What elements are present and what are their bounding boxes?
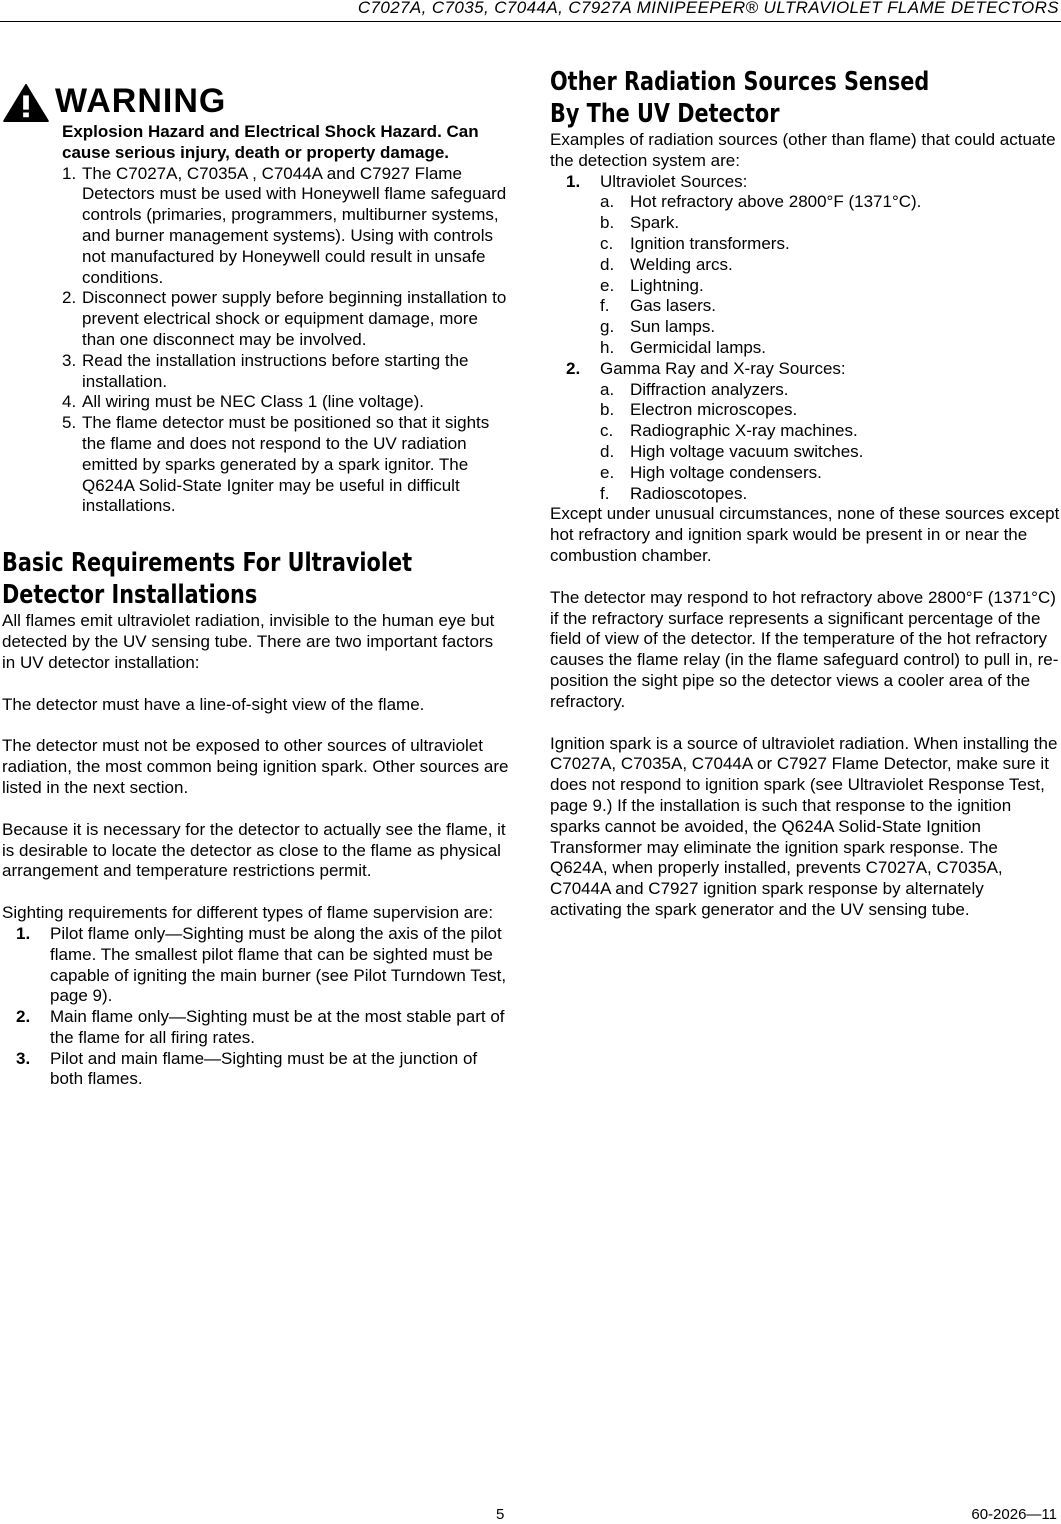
list-item: a. Diffraction analyzers.: [600, 379, 789, 399]
list-item: g. Sun lamps.: [600, 317, 716, 337]
warning-body: [62, 122, 510, 517]
list-item: d. Welding arcs.: [600, 254, 733, 274]
left-column: [2, 80, 510, 1090]
list-item: e. High voltage condensers.: [600, 462, 822, 482]
paragraph: All flames emit ultraviolet radiation, invisible to the human eye but detected by the UV sensing tube. There are two important factors in UV detector installation:: [2, 611, 495, 672]
list-group-heading: 1. Ultraviolet Sources:: [566, 171, 748, 191]
warning-item: 3. Read the installation instructions before starting the installation.: [62, 350, 469, 391]
section-title-basic-2: Detector Installations: [2, 580, 258, 611]
warning-item: 5. The flame detector must be positioned so that it sights the flame and does not respond to the UV radiation emitted by sparks generated by a spark ignitor. The Q624A Solid-State Igniter may be useful in difficult installations.: [62, 413, 490, 516]
warning-item: 4. All wiring must be NEC Class 1 (line voltage).: [62, 392, 425, 412]
list-item: c. Ignition transformers.: [600, 233, 790, 253]
section-title-other: Other Radiation Sources Sensed: [550, 67, 930, 97]
paragraph: The detector must have a line-of-sight view of the flame.: [2, 694, 425, 714]
page-number: 5: [496, 1506, 505, 1523]
paragraph: The detector may respond to hot refractory above 2800°F (1371°C) if the refractory surface represents a significant percentage of the field of view of the detector. If the temperature of the hot refractory causes the flame relay (in the flame safeguard control) to pull in, re-position the sight pipe so the detector views a cooler area of the refractory.: [550, 587, 1059, 711]
list-item: 1. Pilot flame only—Sighting must be along the axis of the pilot flame. The smallest pilot flame that can be sighted must be capable of igniting the main burner (see Pilot Turndown Test, page 9).: [16, 923, 507, 1006]
list-group-heading: 2. Gamma Ray and X-ray Sources:: [566, 358, 846, 378]
list-item: b. Electron microscopes.: [600, 400, 798, 420]
paragraph: The detector must not be exposed to other sources of ultraviolet radiation, the most common being ignition spark. Other sources are listed in the next section.: [2, 736, 509, 797]
page-header: [0, 0, 1061, 22]
list-item: b. Spark.: [600, 213, 680, 233]
list-item: 2. Main flame only—Sighting must be at the most stable part of the flame for all firing rates.: [16, 1007, 505, 1047]
warning-label: WARNING: [55, 82, 227, 120]
warning-header: [2, 80, 510, 122]
paragraph: Ignition spark is a source of ultraviolet radiation. When installing the C7027A, C7035A, C7044A or C7927 Flame Detector, make sure it does not respond to ignition spark (see Ultraviolet Response Test, page 9.) If the installation is such that response to the ignition sparks cannot be avoided, the Q624A Solid-State Ignition Transformer may eliminate the ignition spark response. The Q624A, when properly installed, prevents C7027A, C7035A, C7044A and C7927 ignition spark response by alternately activating the spark generator and the UV sensing tube.: [550, 733, 1058, 919]
list-item: d. High voltage vacuum switches.: [600, 441, 864, 461]
list-item: e. Lightning.: [600, 275, 704, 295]
paragraph: Because it is necessary for the detector to actually see the flame, it is desirable to locate the detector as close to the flame as physical arrangement and temperature restrictions permit.: [2, 819, 506, 881]
warning-item: 2. Disconnect power supply before beginning installation to prevent electrical shock or equipment damage, more than one disconnect may be involved.: [62, 288, 507, 349]
paragraph: Sighting requirements for different types of flame supervision are:: [2, 903, 494, 923]
warning-triangle-icon: [2, 84, 50, 122]
list-item: 3. Pilot and main flame—Sighting must be at the junction of both flames.: [16, 1048, 478, 1089]
list-item: f. Gas lasers.: [600, 296, 716, 316]
list-item: c. Radiographic X-ray machines.: [600, 421, 858, 441]
section-title-basic: Basic Requirements For Ultraviolet: [2, 548, 413, 579]
document-id: 60-2026—11: [971, 1506, 1057, 1523]
paragraph: Examples of radiation sources (other than flame) that could actuate the detection system are:: [550, 130, 1056, 170]
warning-item: 1. The C7027A, C7035A , C7044A and C7927 Flame Detectors must be used with Honeywell flame safeguard controls (primaries, programmers, multiburner systems, and burner management systems). Using with controls not manufactured by Honeywell could result in unsafe conditions.: [62, 163, 507, 287]
list-item: h. Germicidal lamps.: [600, 337, 767, 357]
list-item: a. Hot refractory above 2800°F (1371°C).: [600, 192, 922, 212]
warning-intro: Explosion Hazard and Electrical Shock Hazard. Can cause serious injury, death or property damage.: [62, 122, 479, 162]
paragraph: Except under unusual circumstances, none of these sources except hot refractory and ignition spark would be present in or near the combustion chamber.: [550, 504, 1060, 565]
right-column: [550, 66, 1060, 921]
header-title: C7027A, C7035, C7044A, C7927A MINIPEEPER® ULTRAVIOLET FLAME DETECTORS: [357, 0, 1059, 17]
list-item: f. Radioscotopes.: [600, 483, 748, 503]
section-title-other-2: By The UV Detector: [550, 99, 780, 129]
